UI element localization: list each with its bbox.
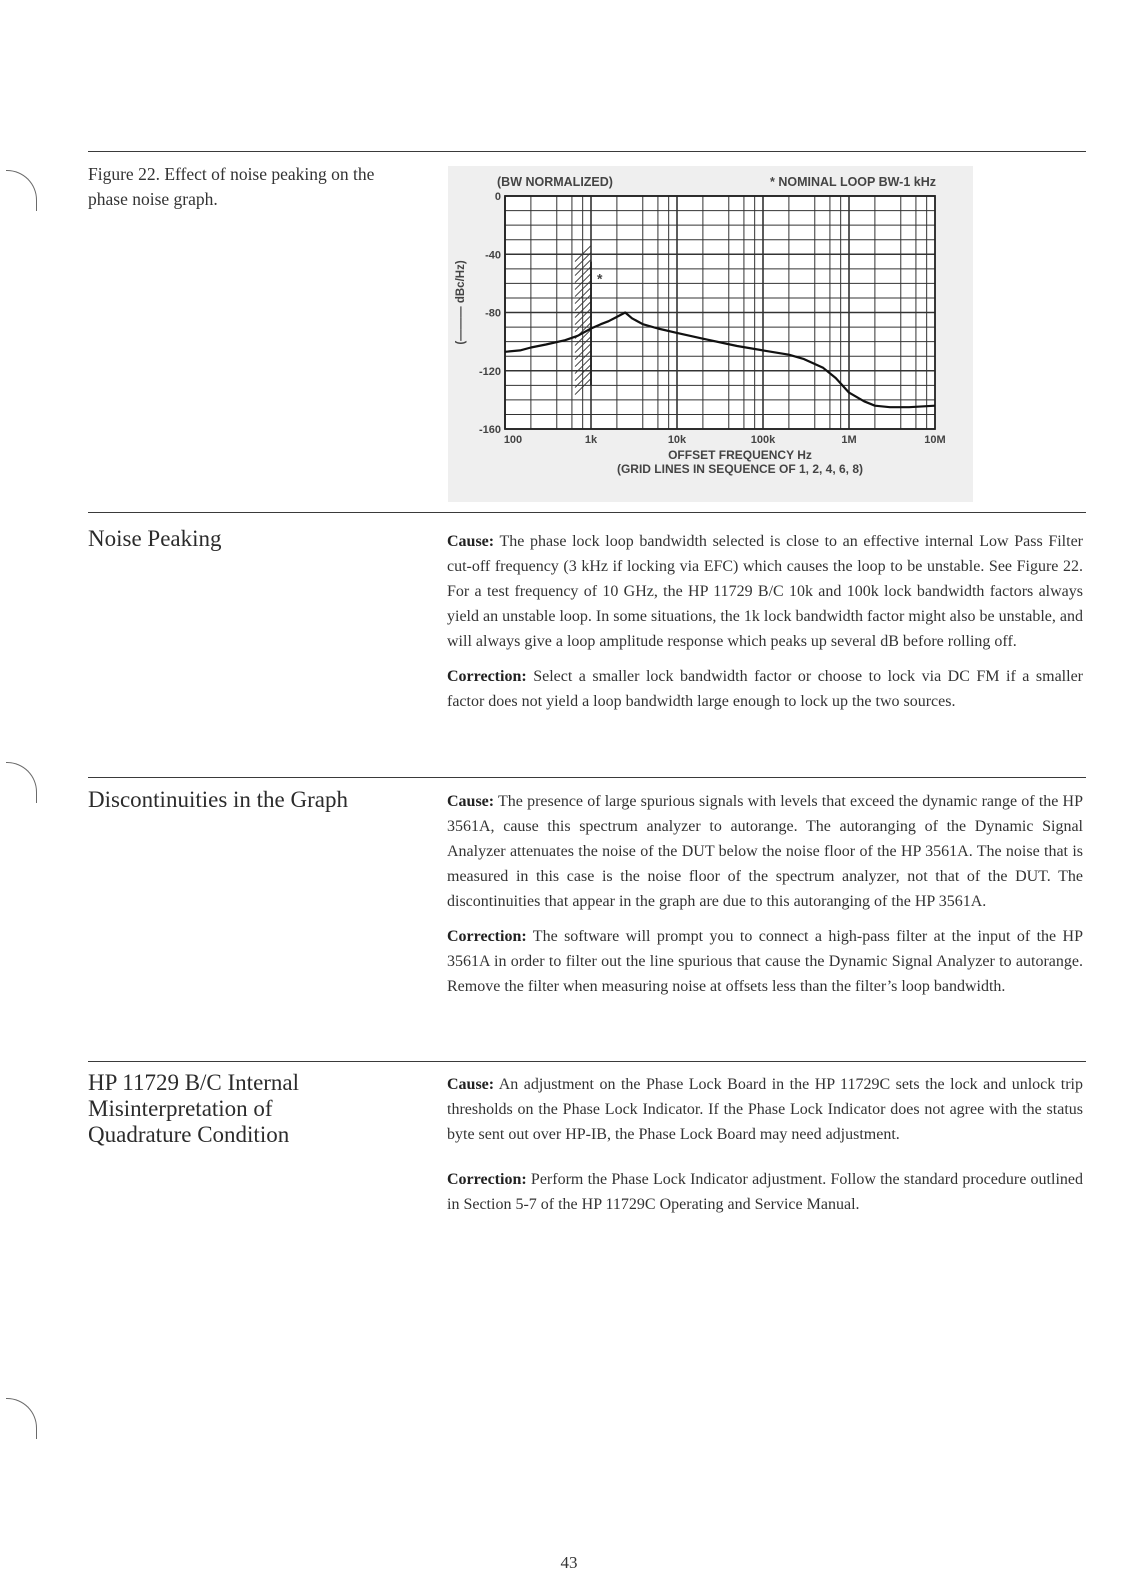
x-tick-label: 100 xyxy=(503,434,523,446)
x-tick-label: 10k xyxy=(667,434,687,446)
correction-paragraph xyxy=(447,1167,1083,1217)
cause-text: The presence of large spurious signals with levels that exceed the dynamic range of the HP 3561A, cause this spectrum analyzer to autorange. The autoranging of the Dynamic Signal Analyzer attenuates the noise of the DUT below the noise floor of the HP 3561A. The noise that is measured in this case is the noise floor of the spectrum analyzer, not that of the DUT. The discontinuities that appear in the graph are due to this autoranging of the HP 3561A. xyxy=(447,793,1084,910)
phase-noise-chart xyxy=(448,166,973,502)
cause-label: Cause: xyxy=(447,533,495,550)
cause-paragraph xyxy=(447,789,1083,914)
correction-paragraph xyxy=(447,924,1083,999)
section-heading-discontinuities: Discontinuities in the Graph xyxy=(88,787,348,812)
figure-22 xyxy=(448,166,973,502)
x-tick-label: 10M xyxy=(924,434,946,446)
y-tick-label: -120 xyxy=(478,365,501,378)
section-rule-3 xyxy=(88,1061,1086,1062)
correction-text: The software will prompt you to connect a high-pass filter at the input of the HP 3561A in order to filter out the line spurious that cause the Dynamic Signal Analyzer to autorange. Remove the filter when measuring noise at offsets less than the filter’s loop bandwidth. xyxy=(447,928,1083,995)
y-tick-label: 0 xyxy=(494,191,501,203)
correction-text: Select a smaller lock bandwidth factor or choose to lock via DC FM if a smaller factor does not yield a loop bandwidth large enough to lock up the two sources. xyxy=(447,668,1084,710)
page-number: 43 xyxy=(560,1553,578,1572)
y-tick-label: -80 xyxy=(485,307,501,320)
x-axis-label: OFFSET FREQUENCY Hz xyxy=(668,448,812,462)
y-axis-label: (——— dBc/Hz) xyxy=(455,260,467,345)
cause-paragraph xyxy=(447,1072,1083,1147)
correction-label: Correction: xyxy=(447,928,527,945)
section-heading-quadrature: HP 11729 B/C Internal Misinterpretation of Quadrature Condition xyxy=(88,1070,300,1147)
scan-mark-middle xyxy=(6,762,37,803)
scan-mark-bottom xyxy=(6,1398,37,1439)
top-rule xyxy=(88,151,1086,152)
cause-paragraph xyxy=(447,529,1083,654)
loop-bw-marker-label: * xyxy=(597,270,603,287)
x-tick-label: 1k xyxy=(584,434,598,446)
cause-text: An adjustment on the Phase Lock Board in the HP 11729C sets the lock and unlock trip thresholds on the Phase Lock Indicator. If the Phase Lock Indicator does not agree with the status byte sent out over HP-IB, the Phase Lock Board may need adjustment. xyxy=(447,1076,1083,1143)
cause-label: Cause: xyxy=(447,793,495,810)
section-rule-2 xyxy=(88,777,1086,778)
section-body-noise-peaking xyxy=(447,529,1083,714)
cause-label: Cause: xyxy=(447,1076,495,1093)
x-tick-label: 100k xyxy=(750,434,776,446)
correction-label: Correction: xyxy=(447,1171,527,1188)
correction-text: Perform the Phase Lock Indicator adjustment. Follow the standard procedure outlined in Section 5-7 of the HP 11729C Operating and Service Manual. xyxy=(447,1171,1083,1213)
section-rule-1 xyxy=(88,512,1086,513)
chart-title-left: (BW NORMALIZED) xyxy=(497,175,613,189)
y-tick-label: -40 xyxy=(485,249,501,262)
section-body-discontinuities xyxy=(447,789,1083,999)
x-axis-note: (GRID LINES IN SEQUENCE OF 1, 2, 4, 6, 8) xyxy=(616,462,864,476)
chart-title-right: * NOMINAL LOOP BW-1 kHz xyxy=(770,175,936,189)
section-heading-noise-peaking: Noise Peaking xyxy=(88,526,222,551)
scan-mark-top xyxy=(6,170,37,211)
figure-caption: Figure 22. Effect of noise peaking on the phase noise graph. xyxy=(88,164,375,209)
correction-label: Correction: xyxy=(447,668,527,685)
x-tick-label: 1M xyxy=(841,434,857,446)
y-tick-label: -160 xyxy=(478,424,501,436)
section-body-quadrature xyxy=(447,1072,1083,1217)
cause-text: The phase lock loop bandwidth selected is close to an effective internal Low Pass Filter cut-off frequency (3 kHz if locking via EFC) which causes the loop to be unstable. See Figure 22. For a test frequency of 10 GHz, the HP 11729 B/C 10k and 100k lock bandwidth factors always yield an unstable loop. In some situations, the 1k lock bandwidth factor might also be unstable, and will always give a loop amplitude response which peaks up several dB before rolling off. xyxy=(447,533,1084,650)
correction-paragraph xyxy=(447,664,1083,714)
